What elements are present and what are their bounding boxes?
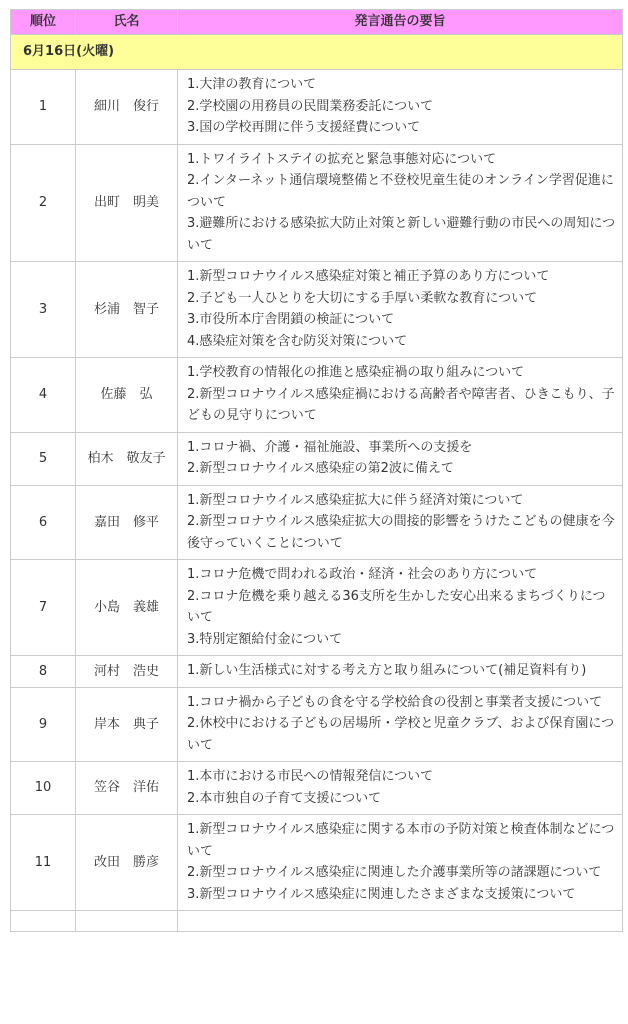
table-row [11,358,623,433]
topic-item: 2.子ども一人ひとりを大切にする手厚い柔軟な教育について [187,290,538,306]
speaker-name: 嘉田 修平 [76,485,178,560]
topic-item: 2.本市独自の子育て支援について [187,790,382,806]
speaker-name: 出町 明美 [76,144,178,262]
table-row [11,70,623,145]
topic-item: 1.新型コロナウイルス感染症に関する本市の予防対策と検査体制などについて [187,822,615,859]
table-body [11,35,623,932]
topic-item: 1.コロナ禍、介護・福祉施設、事業所への支援を [187,439,473,455]
table-row [11,432,623,485]
table-row [11,687,623,762]
topic-item: 2.新型コロナウイルス感染症拡大の間接的影響をうけたこどもの健康を今後守っていくことについて [187,514,615,551]
topic-item: 1.学校教育の情報化の推進と感染症禍の取り組みについて [187,365,525,380]
table-row [11,144,623,262]
topic-item: 1.新型コロナウイルス感染症対策と補正予算のあり方について [187,269,550,284]
speaker-name: 細川 俊行 [76,70,178,145]
header-topic: 発言通告の要旨 [178,10,623,35]
schedule-table-container [10,9,622,932]
topic-item: 1.コロナ危機で問われる政治・経済・社会のあり方について [187,567,538,582]
topics-cell [178,485,623,560]
empty-cell [178,911,623,932]
topics-cell [178,560,623,656]
topics-cell [178,762,623,815]
topics-cell [178,144,623,262]
rank-cell: 9 [11,687,76,762]
topic-item: 2.インターネット通信環境整備と不登校児童生徒のオンライン学習促進について [187,173,614,210]
topic-item: 3.特別定額給付金について [187,631,343,647]
speaker-name: 小島 義雄 [76,560,178,656]
rank-cell: 6 [11,485,76,560]
topics-cell [178,432,623,485]
speaker-name: 岸本 典子 [76,687,178,762]
date-label: 6月16日(火曜) [11,35,623,70]
topic-item: 1.大津の教育について [187,77,317,92]
date-row [11,35,623,70]
topic-item: 3.避難所における感染拡大防止対策と新しい避難行動の市民への周知について [187,216,616,253]
header-name: 氏名 [76,10,178,35]
table-row-partial [11,911,623,932]
header-rank: 順位 [11,10,76,35]
topics-cell [178,687,623,762]
table-header-row [11,10,623,35]
topic-item: 4.感染症対策を含む防災対策について [187,333,408,349]
empty-cell [76,911,178,932]
topic-item: 2.新型コロナウイルス感染症の第2波に備えて [187,461,454,476]
topic-item: 3.市役所本庁舎閉鎖の検証について [187,312,395,327]
speaker-name: 杉浦 智子 [76,262,178,358]
topic-item: 2.学校園の用務員の民間業務委託について [187,98,434,114]
topic-item: 1.コロナ禍から子どもの食を守る学校給食の役割と事業者支援について [187,694,603,710]
topic-item: 3.新型コロナウイルス感染症に関連したさまざまな支援策について [187,886,576,902]
speech-schedule-table [10,9,623,932]
topics-cell [178,358,623,433]
speaker-name: 柏木 敬友子 [76,432,178,485]
topics-cell [178,815,623,911]
table-row [11,262,623,358]
speaker-name: 笠谷 洋佑 [76,762,178,815]
topic-item: 1.本市における市民への情報発信について [187,769,434,784]
rank-cell: 3 [11,262,76,358]
rank-cell: 1 [11,70,76,145]
speaker-name: 河村 浩史 [76,656,178,688]
table-row [11,656,623,688]
topic-item: 1.トワイライトステイの拡充と緊急事態対応について [187,151,497,167]
topic-item: 1.新型コロナウイルス感染症拡大に伴う経済対策について [187,492,524,508]
speaker-name: 佐藤 弘 [76,358,178,433]
rank-cell: 2 [11,144,76,262]
rank-cell: 5 [11,432,76,485]
speaker-name: 改田 勝彦 [76,815,178,911]
topic-item: 2.新型コロナウイルス感染症に関連した介護事業所等の諸課題について [187,865,602,880]
topic-item: 1.新しい生活様式に対する考え方と取り組みについて(補足資料有り) [187,663,587,678]
empty-cell [11,911,76,932]
table-row [11,815,623,911]
rank-cell: 8 [11,656,76,688]
rank-cell: 10 [11,762,76,815]
topic-item: 2.休校中における子どもの居場所・学校と児童クラブ、および保育園について [187,716,615,753]
topics-cell [178,656,623,688]
rank-cell: 11 [11,815,76,911]
table-row [11,762,623,815]
table-row [11,560,623,656]
topic-item: 2.コロナ危機を乗り越える36支所を生かした安心出来るまちづくりについて [187,588,606,625]
rank-cell: 4 [11,358,76,433]
topic-item: 3.国の学校再開に伴う支援経費について [187,120,421,135]
topics-cell [178,70,623,145]
table-row [11,485,623,560]
topics-cell [178,262,623,358]
rank-cell: 7 [11,560,76,656]
topic-item: 2.新型コロナウイルス感染症禍における高齢者や障害者、ひきこもり、子どもの見守りについて [187,386,615,423]
